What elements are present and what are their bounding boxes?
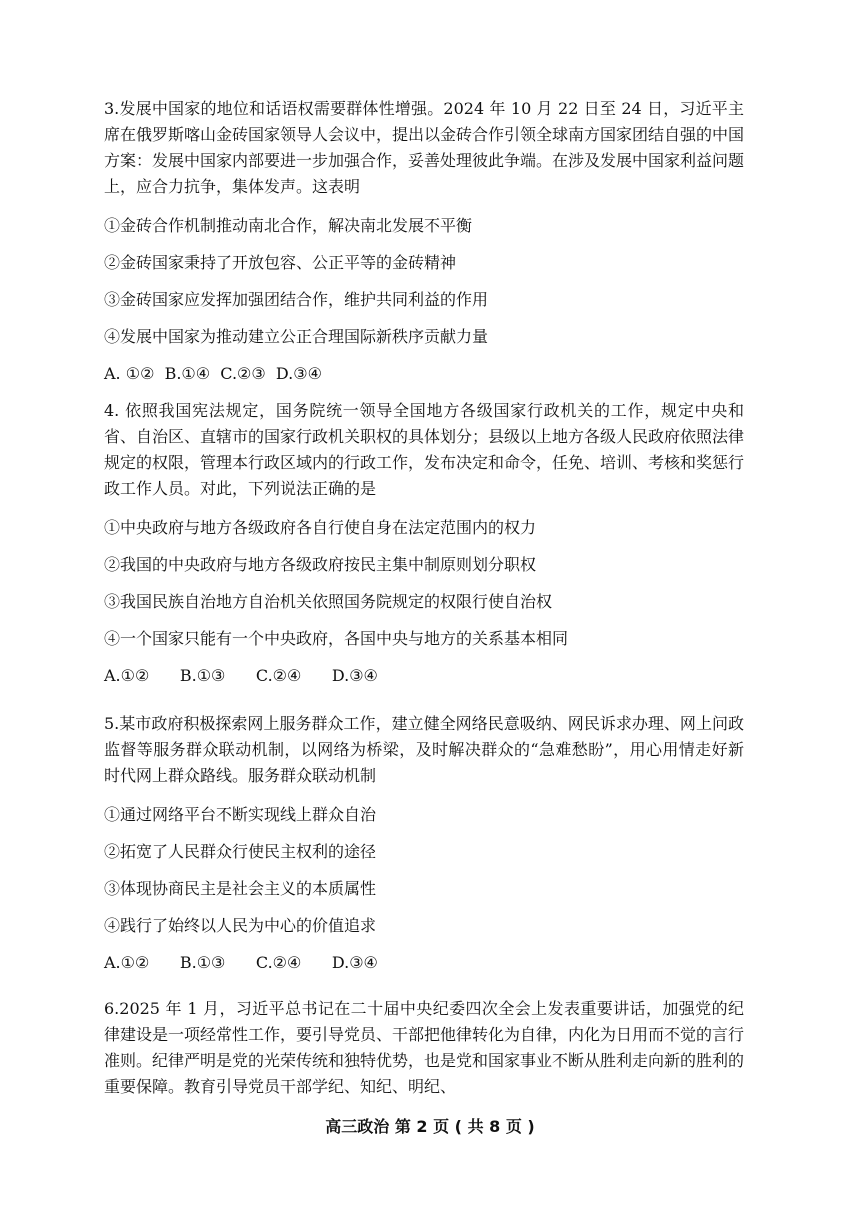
option-3: ③体现协商民主是社会主义的本质属性 (104, 879, 377, 898)
answer-choices: A.①② B.①③ C.②④ D.③④ (104, 953, 378, 972)
option-2: ②金砖国家秉持了开放包容、公正平等的金砖精神 (104, 253, 457, 272)
question-stem: 4. 依照我国宪法规定，国务院统一领导全国地方各级国家行政机关的工作，规定中央和省、自治区、直辖市的国家行政机关职权的具体划分；县级以上地方各级人民政府依照法律规定的权限，管理本行政区域内的行政工作，发布决定和命令，任免、培训、考核和奖惩行政工作人员。对此，下列说法正确的是 (104, 401, 745, 498)
option-3: ③金砖国家应发挥加强团结合作，维护共同利益的作用 (104, 290, 489, 309)
option-1: ①中央政府与地方各级政府各自行使自身在法定范围内的权力 (104, 518, 537, 537)
question-4 (104, 398, 744, 689)
page-footer: 高三政治 第 2 页 ( 共 8 页 ) (325, 1117, 535, 1136)
option-4: ④发展中国家为推动建立公正合理国际新秩序贡献力量 (104, 327, 489, 346)
answer-choices: A. ①② B.①④ C.②③ D.③④ (104, 364, 322, 383)
question-stem: 6.2025 年 1 月，习近平总书记在二十届中央纪委四次全会上发表重要讲话，加强党的纪律建设是一项经常性工作，要引导党员、干部把他律转化为自律，内化为日用而不觉的言行准则。纪律严明是党的光荣传统和独特优势，也是党和国家事业不断从胜利走向新的胜利的重要保障。教育引导党员干部学纪、知纪、明纪、 (104, 999, 745, 1096)
answer-choices: A.①② B.①③ C.②④ D.③④ (104, 666, 378, 685)
question-5 (104, 711, 744, 976)
option-2: ②拓宽了人民群众行使民主权利的途径 (104, 842, 377, 861)
option-3: ③我国民族自治地方自治机关依照国务院规定的权限行使自治权 (104, 592, 553, 611)
option-4: ④践行了始终以人民为中心的价值追求 (104, 916, 377, 935)
question-3 (104, 96, 744, 387)
option-2: ②我国的中央政府与地方各级政府按民主集中制原则划分职权 (104, 555, 537, 574)
option-1: ①金砖合作机制推动南北合作，解决南北发展不平衡 (104, 216, 473, 235)
option-1: ①通过网络平台不断实现线上群众自治 (104, 805, 377, 824)
question-stem: 3.发展中国家的地位和话语权需要群体性增强。2024 年 10 月 22 日至 24 日，习近平主席在俄罗斯喀山金砖国家领导人会议中，提出以金砖合作引领全球南方国家团结自强的中国方案：发展中国家内部要进一步加强合作，妥善处理彼此争端。在涉及发展中国家利益问题上，应合力抗争，集体发声。这表明 (104, 99, 745, 196)
question-6 (104, 996, 744, 1100)
question-stem: 5.某市政府积极探索网上服务群众工作，建立健全网络民意吸纳、网民诉求办理、网上问政监督等服务群众联动机制，以网络为桥梁，及时解决群众的“急难愁盼”，用心用情走好新时代网上群众路线。服务群众联动机制 (104, 714, 744, 785)
option-4: ④一个国家只能有一个中央政府，各国中央与地方的关系基本相同 (104, 629, 569, 648)
